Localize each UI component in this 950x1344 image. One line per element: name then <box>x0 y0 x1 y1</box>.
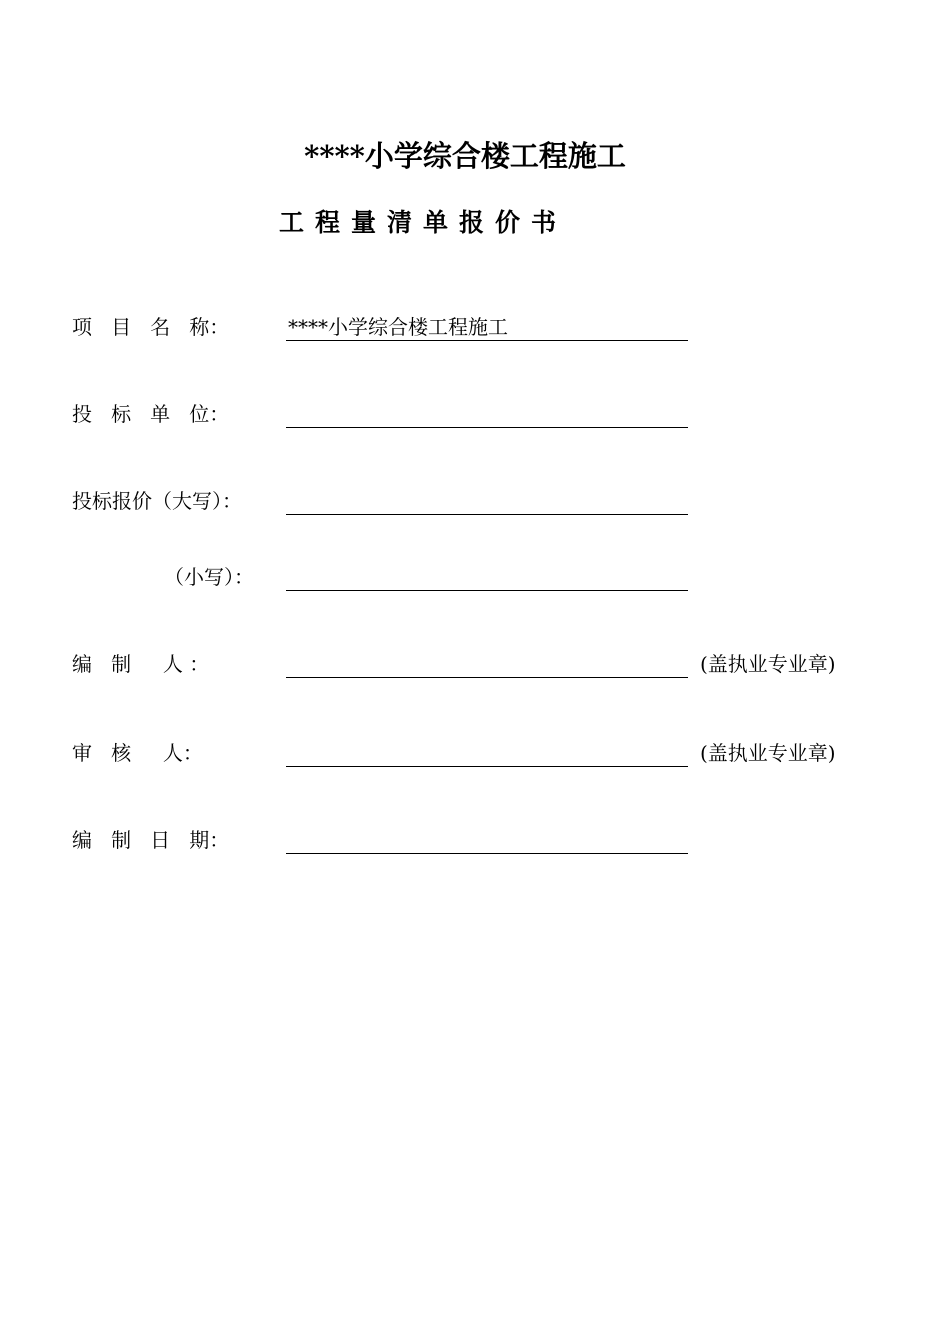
document-subtitle: 工程量清单报价书 <box>278 208 567 237</box>
project-name-row <box>0 313 950 353</box>
project-name-field[interactable]: ****小学综合楼工程施工 <box>286 313 688 341</box>
compiler-seal-note: (盖执业专业章) <box>700 652 836 676</box>
reviewer-field[interactable] <box>286 739 688 767</box>
bid-price-lower-field[interactable] <box>286 563 688 591</box>
compiler-label: 编 制 人 ： <box>72 652 210 676</box>
bidder-row <box>0 400 950 440</box>
compiler-row <box>0 650 950 690</box>
compile-date-row <box>0 826 950 866</box>
reviewer-row <box>0 739 950 779</box>
reviewer-seal-note: (盖执业专业章) <box>700 741 836 765</box>
bid-price-upper-row <box>0 487 950 527</box>
bidder-field[interactable] <box>286 400 688 428</box>
bidder-label: 投 标 单 位： <box>72 402 230 426</box>
reviewer-label: 审 核 人： <box>72 741 203 765</box>
document-title: ****小学综合楼工程施工 <box>304 139 626 173</box>
bid-price-upper-label: 投标报价（大写）： <box>72 489 242 513</box>
compile-date-label: 编 制 日 期： <box>72 828 230 852</box>
compile-date-field[interactable] <box>286 826 688 854</box>
bid-price-lower-row <box>0 563 950 603</box>
bid-price-lower-label: （小写）： <box>164 565 254 589</box>
compiler-field[interactable] <box>286 650 688 678</box>
project-name-label: 项 目 名 称： <box>72 315 230 339</box>
bid-price-upper-field[interactable] <box>286 487 688 515</box>
